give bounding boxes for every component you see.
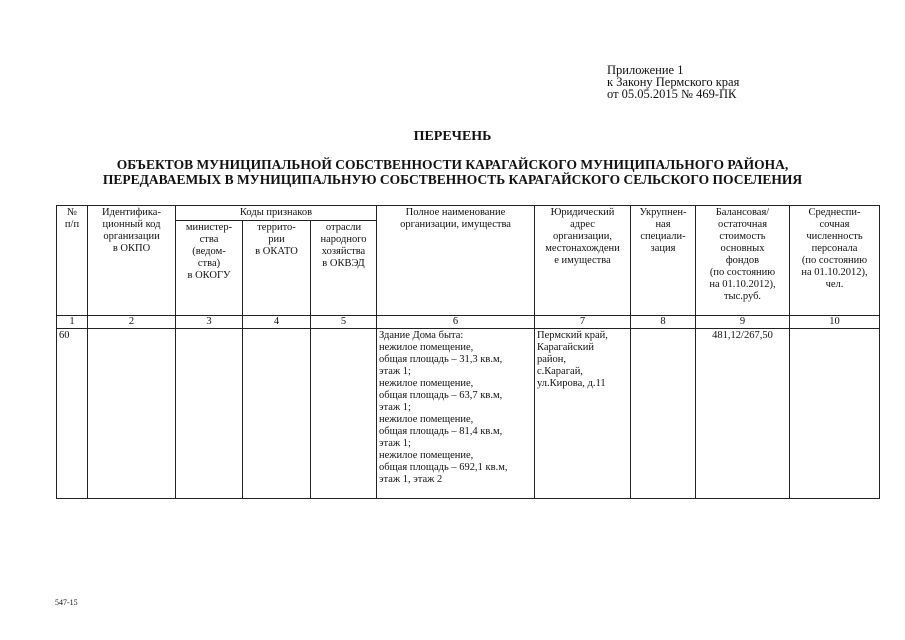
text-line: этаж 1, этаж 2 bbox=[379, 474, 443, 485]
text-line: Среднеспи- bbox=[808, 207, 861, 218]
header-address bbox=[535, 206, 631, 316]
text-line: тыс.руб. bbox=[723, 291, 762, 302]
cell-okogu bbox=[176, 329, 243, 499]
document-title: ПЕРЕЧЕНЬ bbox=[413, 129, 492, 144]
text-line: Балансовая/ bbox=[715, 207, 770, 218]
cell-no: 60 bbox=[57, 329, 88, 499]
text-line: зация bbox=[650, 243, 676, 254]
cell-address bbox=[535, 329, 631, 499]
text-line: нежилое помещение, bbox=[379, 414, 474, 425]
text-line: сочная bbox=[819, 219, 850, 230]
text-line: в ОКПО bbox=[112, 243, 151, 254]
text-line: на 01.10.2012), bbox=[709, 279, 776, 290]
text-line: Укрупнен- bbox=[639, 207, 687, 218]
text-line: этаж 1; bbox=[379, 402, 411, 413]
header-no bbox=[57, 206, 88, 316]
text-line: в ОКВЭД bbox=[322, 258, 365, 269]
subtitle-line-1: ОБЪЕКТОВ МУНИЦИПАЛЬНОЙ СОБСТВЕННОСТИ КАРАГАЙСКОГО МУНИЦИПАЛЬНОГО РАЙОНА, bbox=[116, 157, 789, 172]
text-line: ства) bbox=[197, 258, 221, 269]
column-number: 1 bbox=[57, 316, 88, 329]
appendix-line-1: Приложение 1 bbox=[607, 63, 684, 77]
header-okato bbox=[243, 221, 311, 316]
header-staff bbox=[790, 206, 880, 316]
column-number: 4 bbox=[243, 316, 311, 329]
text-line: хозяйства bbox=[321, 246, 366, 257]
text-line: нежилое помещение, bbox=[379, 342, 474, 353]
document-subtitle bbox=[0, 157, 905, 187]
text-line: общая площадь – 692,1 кв.м, bbox=[379, 462, 508, 473]
appendix-note bbox=[607, 64, 739, 100]
text-line: Идентифика- bbox=[102, 207, 161, 218]
column-number: 8 bbox=[631, 316, 696, 329]
header-okved bbox=[311, 221, 377, 316]
text-line: основных bbox=[720, 243, 765, 254]
text-line: (по состоянию bbox=[801, 255, 868, 266]
appendix-line-3: от 05.05.2015 № 469-ПК bbox=[607, 87, 737, 101]
text-line: этаж 1; bbox=[379, 438, 411, 449]
header-okogu bbox=[176, 221, 243, 316]
text-line: адрес bbox=[570, 219, 595, 230]
text-line: на 01.10.2012), bbox=[801, 267, 868, 278]
text-line: остаточная bbox=[717, 219, 768, 230]
text-line: чел. bbox=[825, 279, 844, 290]
text-line: персонала bbox=[811, 243, 858, 254]
column-number: 5 bbox=[311, 316, 377, 329]
column-number: 6 bbox=[377, 316, 535, 329]
text-line: организации, bbox=[553, 231, 612, 242]
subtitle-line-2: ПЕРЕДАВАЕМЫХ В МУНИЦИПАЛЬНУЮ СОБСТВЕННОСТЬ КАРАГАЙСКОГО СЕЛЬСКОГО ПОСЕЛЕНИЯ bbox=[102, 172, 803, 187]
header-specialization bbox=[631, 206, 696, 316]
text-line: Полное наименование bbox=[405, 207, 506, 218]
text-line: с.Карагай, bbox=[537, 366, 583, 377]
column-number: 9 bbox=[696, 316, 790, 329]
text-line: народного bbox=[320, 234, 367, 245]
text-line: Пермский край, bbox=[537, 330, 608, 341]
text-line: общая площадь – 31,3 кв.м, bbox=[379, 354, 503, 365]
cell-specialization bbox=[631, 329, 696, 499]
cell-okato bbox=[243, 329, 311, 499]
header-name bbox=[377, 206, 535, 316]
column-number: 2 bbox=[88, 316, 176, 329]
text-line: Здание Дома быта: bbox=[379, 330, 464, 341]
text-line: рии bbox=[268, 234, 285, 245]
text-line: специали- bbox=[640, 231, 686, 242]
cell-okpo bbox=[88, 329, 176, 499]
text-line: ционный код bbox=[102, 219, 161, 230]
text-line: ства bbox=[199, 234, 219, 245]
column-number: 7 bbox=[535, 316, 631, 329]
text-line: численность bbox=[806, 231, 863, 242]
cell-balance: 481,12/267,50 bbox=[696, 329, 790, 499]
text-line: террито- bbox=[257, 222, 296, 233]
text-line: отрасли bbox=[325, 222, 362, 233]
text-line: нежилое помещение, bbox=[379, 450, 474, 461]
appendix-line-2: к Закону Пермского края bbox=[607, 75, 740, 89]
footer-code: 547-15 bbox=[55, 598, 78, 607]
text-line: Карагайский bbox=[537, 342, 595, 353]
text-line: этаж 1; bbox=[379, 366, 411, 377]
text-line: (по состоянию bbox=[709, 267, 776, 278]
text-line: организации, имущества bbox=[400, 219, 511, 230]
text-line: ная bbox=[655, 219, 671, 230]
text-line: п/п bbox=[64, 219, 80, 230]
text-line: общая площадь – 63,7 кв.м, bbox=[379, 390, 503, 401]
header-codes-group: Коды признаков bbox=[176, 206, 377, 221]
cell-name bbox=[377, 329, 535, 499]
text-line: нежилое помещение, bbox=[379, 378, 474, 389]
text-line: № bbox=[66, 207, 78, 218]
header-okpo bbox=[88, 206, 176, 316]
text-line: район, bbox=[537, 354, 567, 365]
text-line: (ведом- bbox=[192, 246, 226, 257]
text-line: в ОКАТО bbox=[255, 246, 298, 257]
property-table bbox=[56, 205, 880, 499]
table-row bbox=[57, 329, 880, 499]
text-line: Юридический bbox=[550, 207, 615, 218]
text-line: стоимость bbox=[719, 231, 766, 242]
text-line: местонахождени bbox=[545, 243, 620, 254]
text-line: ул.Кирова, д.11 bbox=[537, 378, 606, 389]
column-number: 10 bbox=[790, 316, 880, 329]
text-line: в ОКОГУ bbox=[187, 270, 231, 281]
column-numbers-row bbox=[57, 316, 880, 329]
text-line: фондов bbox=[725, 255, 760, 266]
text-line: организации bbox=[103, 231, 160, 242]
column-number: 3 bbox=[176, 316, 243, 329]
text-line: общая площадь – 81,4 кв.м, bbox=[379, 426, 503, 437]
header-balance bbox=[696, 206, 790, 316]
cell-staff bbox=[790, 329, 880, 499]
cell-okved bbox=[311, 329, 377, 499]
text-line: е имущества bbox=[554, 255, 611, 266]
text-line: министер- bbox=[185, 222, 233, 233]
